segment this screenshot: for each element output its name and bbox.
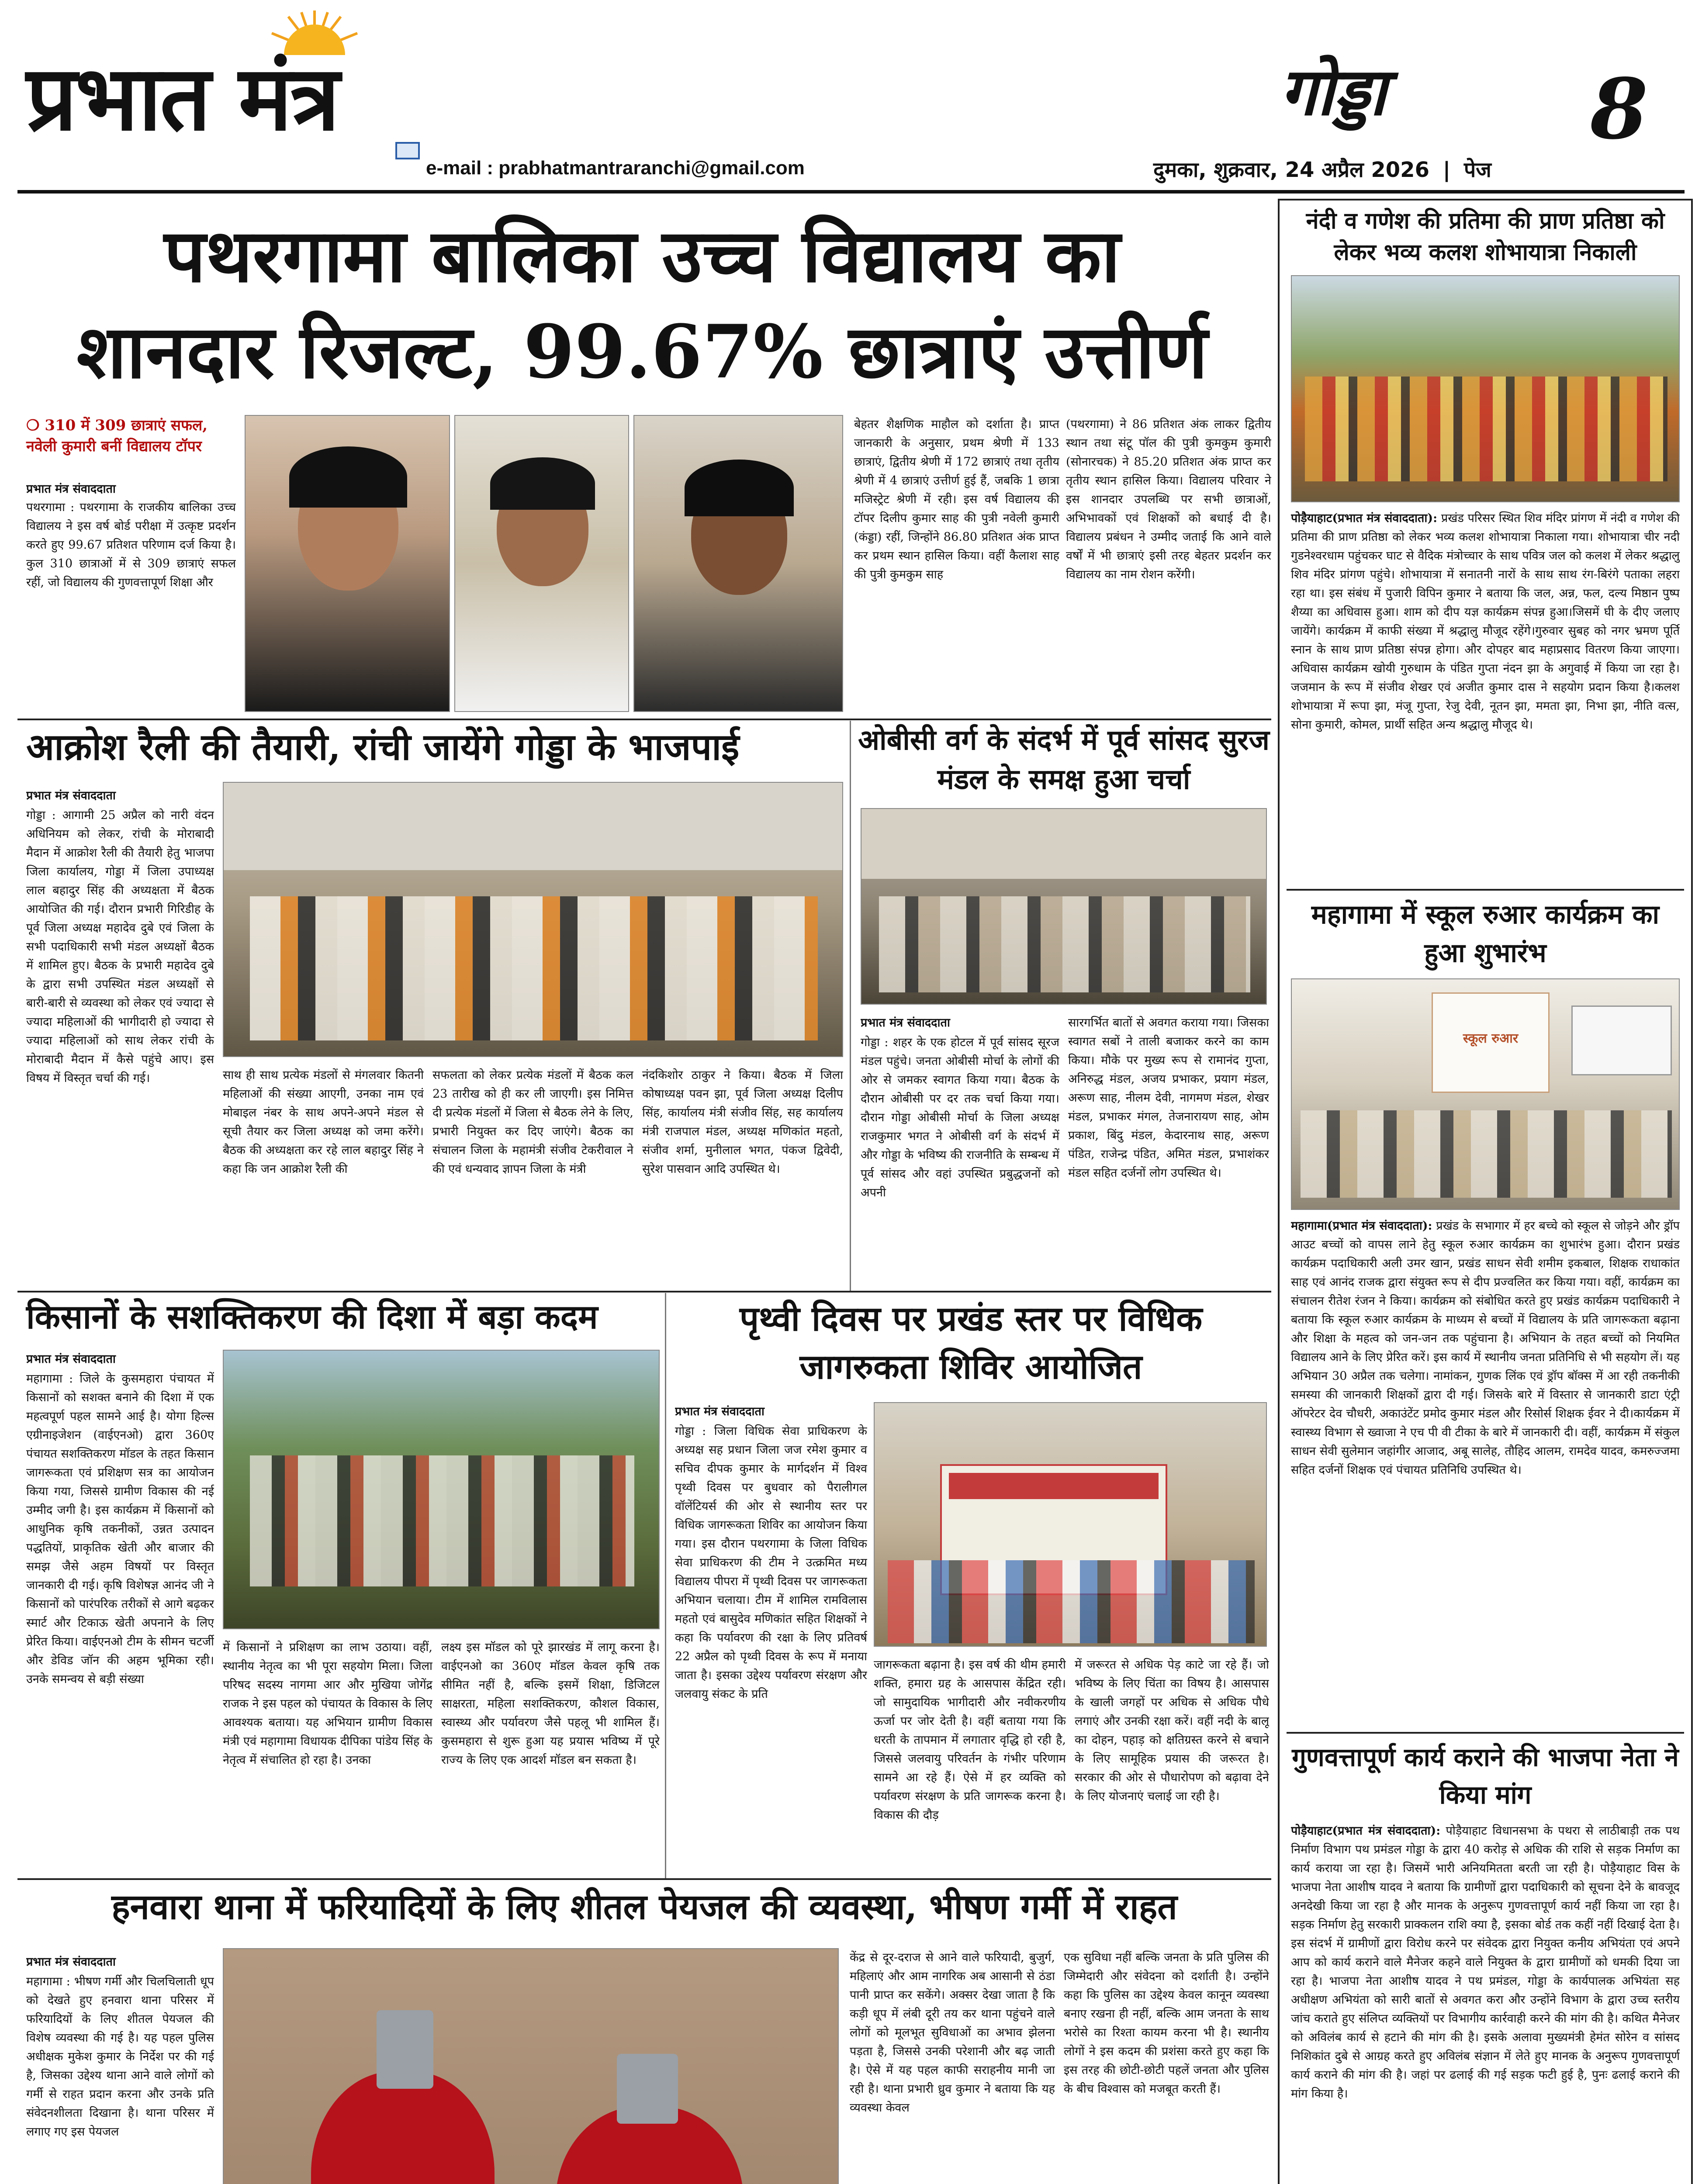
hanwara-body-col-1: महागामा : भीषण गर्मी और चिलचिलाती धूप को देखते हुए हनवारा थाना परिसर में फरियादियों के लिए शीतल पेयजल की विशेष व्यवस्था की गई है। यह पहल पुलिस अधीक्षक मुकेश कुमार के निर्देश पर की गई है, जिसका उद्देश्य थाना आने वाले लोगों को गर्मी से राहत प्रदान करना और उनके प्रति संवेदनशीलता दिखाना है। थाना परिसर में लगाए गए इस पेयजल: [26, 1975, 214, 2139]
bjp-byline: पोड़ैयाहाट(प्रभात मंत्र संवाददाता):: [1291, 1824, 1441, 1838]
page-label: पेज: [1463, 158, 1491, 182]
school-body-text: प्रखंड के सभागार में हर बच्चे को स्कूल से जोड़ने और ड्रॉप आउट बच्चों को वापस लाने हेतु स्कूल रुआर कार्यक्रम का शुभारंभ हुआ। दौरान प्रखंड कार्यक्रम पदाधिकारी अली उमर खान, प्रखंड साधन सेवी शमीम इकबाल, शिक्षक राधाकांत साह एवं आनंद राजक द्वारा संयुक्त रूप से दीप प्रज्वलित कर किया गया। वहीं, कार्यक्रम का संचालन रीतेश रंजन ने किया। कार्यक्रम को संबोधित करते हुए प्रखंड कार्यक्रम पदाधिकारी ने बताया कि स्कूल रुआर कार्यक्रम के माध्यम से बच्चों में विद्यालय के प्रति जागरूकता बढ़ाना और शिक्षा के महत्व को जन-जन तक पहुंचाना है। अभियान के तहत बच्चों को नियमित विद्यालय आने के लिए प्रेरित करें। इस कार्य में स्थानीय जनता प्रतिनिधि से भी सहयोग लें। यह अभियान 30 अप्रैल तक चलेगा। नामांकन, गुणक लिंक एवं ड्रॉप बॉक्स में आ रही तकनीकी समस्या की जानकारी शिक्षकों द्वारा दी गई। जिसके बारे में विस्तार से जानकारी डाटा एंट्री ऑपरेटर देव चौधरी, अकाउंटेंट प्रमोद कुमार मंडल और रिसोर्स शिक्षक ईवर ने दी।कार्यक्रम में स्वास्थ्य विभाग से ख्वाजा ने एच पी वी टीका के बारे में जानकारी दी। वहीं, कार्यक्रम में संकुल साधन सेवी सुलेमान जहांगीर आजाद, अबू सालेह, तौहिद आलम, रामदेव यादव, कमरुज्जमा सहित दर्जनों शिक्षक एवं पंचायत प्रतिनिधि उपस्थित थे।: [1291, 1219, 1680, 1477]
bjp-body-text: पोड़ैयाहाट विधानसभा के पथरा से लाठीबाड़ी तक पथ निर्माण विभाग पथ प्रमंडल गोड्डा के द्वारा 40 करोड़ से अधिक की राशि से सड़क निर्माण का कार्य कराया जा रहा है। जिसमें भारी अनियमितता बरती जा रही है। पोड़ैयाहाट विस के भाजपा नेता आशीष यादव ने बताया कि ग्रामीणों द्वारा पदाधिकारी को सूचना देने के बावजूद अनदेखी किया जा रहा है और मानक के अनुरूप गुणवत्तापूर्ण कार्य नहीं किया जा रहा है। सड़क निर्माण हेतु सरकारी प्राक्कलन राशि क्या है, इसका बोर्ड तक कहीं नहीं दिखाई देता है। इस संदर्भ में ग्रामीणों द्वारा विरोध करने पर संवेदक द्वारा नियुक्त कनीय अभियंता एवं अपने आप को कार्य कराने वाले मैनेजर कहने वाले नियुक्त के द्वारा ग्रामीणों को धमकी दिया जा रहा है। भाजपा नेता आशीष यादव ने पथ प्रमंडल, गोड्डा के कार्यपालक अभियंता सह अधीक्षण अभियंता को सारी बातों से अवगत करा और उन्होंने विभाग के द्वारा उच्च स्तरीय जांच कराते हुए संलिप्त व्यक्तियों पर विभागीय कार्रवाही करने की मांग की है। कथित मैनेजर को अविलंब कार्य से हटाने की मांग की है। इसके अलावा मुख्यमंत्री हेमंत सोरेन व सांसद निशिकांत दुबे से आग्रह करते हुए अविलंब संज्ञान में लेते हुए मानक के अनुरूप गुणवत्तापूर्ण कार्य कराने की मांग की है। जहां पर ढलाई की गई सड़क फटी हुई है, पुनः ढलाई कराने की मांग किया है।: [1291, 1824, 1680, 2101]
hanwara-water-pots-photo: [223, 1948, 839, 2184]
rule-under-rally: [17, 1291, 1271, 1292]
hanwara-byline: प्रभात मंत्र संवाददाता: [26, 1955, 116, 1969]
school-byline: महागामा(प्रभात मंत्र संवाददाता):: [1291, 1219, 1432, 1233]
highlight-text: 310 में 309 छात्राएं सफल, नवेली कुमारी बनीं विद्यालय टॉपर: [26, 417, 208, 455]
hanwara-body-col-3: एक सुविधा नहीं बल्कि जनता के प्रति पुलिस की जिम्मेदारी और संवेदना को दर्शाती है। उन्होंने कहा कि पुलिस का उद्देश्य केवल कानून व्यवस्था बनाए रखना ही नहीं, बल्कि आम जनता के साथ भरोसे का रिश्ता कायम करना भी है। स्थानीय लोगों ने इस कदम की प्रशंसा करते हुए कहा कि इस तरह की छोटी-छोटी पहलें जनता और पुलिस के बीच विश्वास को मजबूत करती हैं।: [1064, 1951, 1269, 2096]
obc-headline: ओबीसी वर्ग के संदर्भ में पूर्व सांसद सुरज मंडल के समक्ष हुआ चर्चा: [858, 724, 1270, 796]
lead-body-col-1: पथरगामा : पथरगामा के राजकीय बालिका उच्च विद्यालय ने इस वर्ष बोर्ड परीक्षा में उत्कृष्ट प्रदर्शन करते हुए 99.67 प्रतिशत परिणाम दर्ज किया है। कुल 310 छात्राओं में से 309 छात्राएं सफल रहीं, जो विद्यालय की गुणवत्तापूर्ण शिक्षा और: [26, 501, 236, 589]
student-photo-3: [633, 415, 843, 712]
obc-body-col-2: सारगर्भित बातों से अवगत कराया गया। जिसका स्वागत सबों ने ताली बजाकर करने का काम किया। मौके पर मुख्य रूप से रामानंद गुप्ता, अनिरुद्ध मंडल, अजय प्रभाकर, प्रयाग मंडल, अरूण साह, नीलम देवी, नागमण मंडल, शेखर मंडल, प्रभाकर मंगल, तेजनारायण साह, ओम प्रकाश, बिंदु मंडल, केदारनाथ साह, अरूण पंडित, राजेन्द्र पंडित, अमित मंडल, प्रभाशंकर मंडल सहित दर्जनों लोग उपस्थित थे।: [1068, 1016, 1269, 1180]
rally-body-col-4: नंदकिशोर ठाकुर ने किया। बैठक में जिला कोषाध्यक्ष पवन झा, पूर्व जिला अध्यक्ष दिलीप सिंह, कार्यालय मंत्री संजीव सिंह, सह कार्यालय मंत्री राजपाल मंडल, अध्यक्ष मणिकांत महतो, संजीव शर्मा, मुनीलाल भगत, पंकज द्विवेदी, सुरेश पासवान आदि उपस्थित थे।: [642, 1068, 843, 1176]
lead-body-col-3: (पथरगामा) ने 86 प्रतिशत अंक लाकर द्वितीय स्थान तथा संटू पॉल की पुत्री कुमकुम कुमारी (सोनारचक) ने 85.20 प्रतिशत अंक प्राप्त कर तृतीय स्थान हासिल किया। विद्यालय परिवार ने इस शानदार उपलब्धि पर सभी छात्राओं, अभिभावकों एवं शिक्षकों को बधाई दी है। विद्यालय प्रबंधन ने उम्मीद जताई कि आने वाले वर्षों में भी छात्राएं इसी तरह बेहतर प्रदर्शन कर विद्यालय का नाम रोशन करेंगी।: [1066, 418, 1271, 581]
masthead-rule: [17, 190, 1685, 194]
hanwara-body-col-2: केंद्र से दूर-दराज से आने वाले फरियादी, बुजुर्ग, महिलाएं और आम नागरिक अब आसानी से ठंडा पानी प्राप्त कर सकेंगे। अक्सर देखा जाता है कि कड़ी धूप में लंबी दूरी तय कर थाना पहुंचने वाले लोगों को मूलभूत सुविधाओं का अभाव झेलना पड़ता है, जिससे उनकी परेशानी और बढ़ जाती है। ऐसे में यह पहल काफी सराहनीय मानी जा रही है। थाना प्रभारी ध्रुव कुमार ने बताया कि यह व्यवस्था केवल: [850, 1951, 1055, 2115]
lead-byline: प्रभात मंत्र संवाददाता: [26, 482, 116, 496]
kisan-farmers-photo: [223, 1350, 660, 1629]
rule-rally-obc: [850, 721, 851, 1291]
rally-group-photo: [223, 782, 843, 1057]
lead-headline-line-1: पथरगामा बालिका उच्च विद्यालय का: [164, 212, 1121, 299]
rail-divider-1: [1287, 889, 1684, 891]
lead-body-col-2: बेहतर शैक्षणिक माहौल को दर्शाता है। प्राप्त जानकारी के अनुसार, प्रथम श्रेणी में 133 छात्राएं, द्वितीय श्रेणी में 172 छात्राएं तथा तृतीय श्रेणी में 4 छात्राएं उत्तीर्ण हुई हैं, जबकि 1 छात्रा मजिस्ट्रेट श्रेणी में रही। इस वर्ष विद्यालय की टॉपर दिलीप कुमार साह की पुत्री नवेली कुमारी (कंड्डा) रहीं, जिन्होंने 86.80 प्रतिशत अंक प्राप्त कर प्रथम स्थान हासिल किया। वहीं कैलाश साह की पुत्री कुमकुम साह: [854, 418, 1059, 581]
newspaper-title: प्रभात मंत्र: [26, 46, 338, 151]
lead-headline-line-2: शानदार रिजल्ट, 99.67% छात्राएं उत्तीर्ण: [76, 308, 1208, 395]
obc-meeting-photo: [861, 808, 1267, 1005]
rally-body-col-2: साथ ही साथ प्रत्येक मंडलों से मंगलवार कितनी महिलाओं की संख्या आएगी, उनका नाम एवं मोबाइल नंबर के साथ अपने-अपने मंडल से सूची तैयार कर जिला अध्यक्ष को जमा करेंगे। बैठक की अध्यक्षता कर रहे लाल बहादुर सिंह ने कहा कि जन आक्रोश रैली की: [223, 1068, 424, 1176]
obc-byline: प्रभात मंत्र संवाददाता: [861, 1016, 950, 1030]
nandi-headline: नंदी व गणेश की प्रतिमा की प्राण प्रतिष्ठा को लेकर भव्य कलश शोभायात्रा निकाली: [1306, 207, 1665, 266]
hanwara-headline: हनवारा थाना में फरियादियों के लिए शीतल पेयजल की व्यवस्था, भीषण गर्मी में राहत: [111, 1886, 1177, 1927]
kisan-body-col-2: में किसानों ने प्रशिक्षण का लाभ उठाया। वहीं, स्थानीय नेतृत्व का भी पूरा सहयोग मिला। जिला परिषद सदस्य नागमा आर और मुखिया जोगेंद्र राजक ने इस पहल को पंचायत के विकास के लिए आवश्यक बताया। यह अभियान ग्रामीण विकास मंत्री एवं महागामा विधायक दीपिका पांडेय सिंह के नेतृत्व में संचालित हो रहा है। उनका: [223, 1641, 432, 1767]
prithvi-body-col-1: गोड्डा : जिला विधिक सेवा प्राधिकरण के अध्यक्ष सह प्रधान जिला जज रमेश कुमार व सचिव दीपक कुमार के मार्गदर्शन में विश्व पृथ्वी दिवस पर बुधवार को पैरालीगल वॉलेंटियर्स की ओर से स्थानीय स्तर पर विधिक जागरूकता शिविर का आयोजन किया गया। इस दौरान पथरगामा के जिला विधिक सेवा प्राधिकरण की टीम ने उत्क्रमित मध्य विद्यालय पीपरा में पृथ्वी दिवस पर जागरूकता अभियान चलाया। टीम में शामिल रामविलास महतो एवं बासुदेव मणिकांत सहित शिक्षकों ने कहा कि पर्यावरण की रक्षा के लिए प्रतिवर्ष 22 अप्रैल को पृथ्वी दिवस के रूप में मनाया जाता है। इसका उद्देश्य पर्यावरण संरक्षण और जलवायु संकट के प्रति: [675, 1424, 867, 1701]
prithvi-camp-photo: [874, 1402, 1267, 1647]
school-banner-text: स्कूल रुआर: [1463, 1031, 1519, 1046]
kisan-headline: किसानों के सशक्तिकरण की दिशा में बड़ा कदम: [26, 1297, 598, 1336]
rule-under-kisan: [17, 1878, 1271, 1880]
prithvi-body-col-3: में जरूरत से अधिक पेड़ काटे जा रहे हैं। जो भविष्य के लिए चिंता का विषय है। आसपास के खाली जगहों पर अधिक से अधिक पौधे लगाएं और उनकी रक्षा करें। वहीं नदी के बालू का दोहन, पहाड़ को क्षतिग्रस्त करने से बचाने के लिए सामूहिक प्रयास की जरूरत है। सरकार की ओर से पौधारोपण को बढ़ावा देने के लिए योजनाएं चलाई जा रही है।: [1075, 1658, 1269, 1803]
rally-byline: प्रभात मंत्र संवाददाता: [26, 789, 116, 802]
masthead: [0, 0, 1702, 201]
school-body: [1291, 1216, 1680, 1728]
date-text: दुमका, शुक्रवार, 24 अप्रैल 2026: [1153, 158, 1429, 182]
nandi-byline: पोड़ैयाहाट(प्रभात मंत्र संवाददाता):: [1291, 511, 1438, 525]
kisan-body-col-1: महागामा : जिले के कुसमहारा पंचायत में किसानों को सशक्त बनाने की दिशा में एक महत्वपूर्ण पहल सामने आई है। योगा हिल्स एग्रीनाइजेशन (वाईएनओ) द्वारा 360ए पंचायत सशक्तिकरण मॉडल के तहत किसान जागरूकता एवं प्रशिक्षण सत्र का आयोजन किया गया, जिससे ग्रामीण विकास की नई उम्मीद जगी है। इस कार्यक्रम में किसानों को आधुनिक कृषि तकनीकों, उन्नत उत्पादन पद्धतियों, प्राकृतिक खेती और बाजार की समझ जैसे अहम विषयों पर विस्तृत जानकारी दी गई। कृषि विशेषज्ञ आनंद जी ने किसानों को पारंपरिक तरीकों से आगे बढ़कर स्मार्ट और टिकाऊ खेती अपनाने के लिए प्रेरित किया। वाईएनओ टीम के सीमन चटर्जी और डेविड जॉन की अहम भूमिका रही। उनके समन्वय से बड़ी संख्या: [26, 1372, 214, 1686]
student-photo-2: [454, 415, 629, 712]
school-banner: [1432, 992, 1550, 1093]
rally-body-col-3: सफलता को लेकर प्रत्येक मंडलों में बैठक कल 23 तारीख को ही कर ली जाएगी। इस निमित्त दी प्रत्येक मंडलों में जिला से बैठक लेने के लिए, प्रभारी नियुक्त कर दिए जाएंगे। बैठक का संचालन जिला के महामंत्री संजीव टेकरीवाल ने की एवं धन्यवाद ज्ञापन जिला के मंत्री: [432, 1068, 633, 1176]
highlight-bullet-icon: ❍: [26, 417, 45, 434]
email-address: e-mail : prabhatmantraranchi@gmail.com: [426, 157, 805, 179]
kisan-body-col-3: लक्ष्य इस मॉडल को पूरे झारखंड में लागू करना है। वाईएनओ का 360ए मॉडल केवल कृषि तक सीमित नहीं है, बल्कि इसमें शिक्षा, डिजिटल साक्षरता, महिला सशक्तिकरण, कौशल विकास, स्वास्थ्य और पर्यावरण जैसे पहलू भी शामिल हैं। कुसमहारा से शुरू हुआ यह प्रयास भविष्य में पूरे राज्य के लिए एक आदर्श मॉडल बन सकता है।: [441, 1641, 660, 1767]
dateline: दुमका, शुक्रवार, 24 अप्रैल 2026 | पेज: [1153, 158, 1491, 182]
student-photo-1: [245, 415, 450, 712]
nandi-body: [1291, 509, 1680, 885]
prithvi-body-col-2: जागरूकता बढ़ाना है। इस वर्ष की थीम हमारी शक्ति, हमारा ग्रह के आसपास केंद्रित रही। जो सामुदायिक भागीदारी और नवीकरणीय ऊर्जा पर जोर देती है। वहीं बताया गया कि धरती के तापमान में लगातार वृद्धि हो रही है, जिससे जलवायु परिवर्तन के गंभीर परिणाम सामने आ रहे हैं। ऐसे में हर व्यक्ति को पर्यावरण संरक्षण के प्रति जागरूक करना है। विकास की दौड़: [874, 1658, 1066, 1822]
kisan-byline: प्रभात मंत्र संवाददाता: [26, 1352, 116, 1366]
page-number: 8: [1590, 60, 1648, 158]
lead-highlight: [26, 415, 236, 457]
school-headline: महागामा में स्कूल रुआर कार्यक्रम का हुआ शुभारंभ: [1311, 899, 1660, 968]
nandi-procession-photo: [1291, 275, 1680, 502]
rail-divider-2: [1287, 1732, 1684, 1734]
prithvi-byline: प्रभात मंत्र संवाददाता: [675, 1405, 765, 1418]
obc-body-col-1: गोड्डा : शहर के एक होटल में पूर्व सांसद सूरज मंडल पहुंचे। जनता ओबीसी मोर्चा के लोगों की ओर से जमकर स्वागत किया गया। बैठक के दौरान ओबीसी पर दर तक चर्चा किया गया। दौरान गोड्डा ओबीसी मोर्चा के जिला अध्यक्ष राजकुमार भगत ने ओबीसी वर्ग के संदर्भ में और गोड्डा के भविष्य की राजनीति के सम्बन्ध में पूर्व सांसद और वहां उपस्थित प्रबुद्धजनों को अपनी: [861, 1036, 1059, 1199]
rally-body-col-1: गोड्डा : आगामी 25 अप्रैल को नारी वंदन अधिनियम को लेकर, रांची के मोराबादी मैदान में आक्रोश रैली की तैयारी हेतु भाजपा जिला कार्यालय, गोड्डा में जिला उपाध्यक्ष लाल बहादुर सिंह की अध्यक्षता में बैठक आयोजित की गई। दौरान प्रभारी गिरिडीह के पूर्व जिला अध्यक्ष महादेव दुबे एवं जिला के सभी पदाधिकारी सभी मंडल अध्यक्षों बैठक में शामिल हुए। बैठक के प्रभारी महादेव दुबे के द्वारा सभी उपस्थित मंडल अध्यक्षों से बारी-बारी से व्यवस्था को लेकर एवं ज्यादा से ज्यादा महिलाओं की भागीदारी हो ज्यादा से ज्यादा महिलाओं को साथ लेकर रांची के मोराबादी मैदान में कैसे पहुंचे आए। इस विषय में विस्तृत चर्चा की गई।: [26, 809, 214, 1085]
rule-kisan-prithvi: [665, 1293, 666, 1878]
rally-headline: आक्रोश रैली की तैयारी, रांची जायेंगे गोड्डा के भाजपाई: [26, 725, 740, 768]
bjp-body: [1291, 1821, 1680, 2184]
nandi-body-text: प्रखंड परिसर स्थित शिव मंदिर प्रांगण में नंदी व गणेश की प्रतिमा की प्राण प्रतिष्ठा को लेकर भव्य कलश शोभायात्रा निकाला गया। शोभायात्रा चीर नदी गुडनेश्वरधाम पहुंचकर घाट से वैदिक मंत्रोच्चार के साथ पवित्र जल को कलश में लेकर श्रद्धालु शिव मंदिर प्रांगण पहुंचे। शोभायात्रा में सनातनी नारों के साथ साथ रंग-बिरंगे पताका लहरा रहा था। इस संबंध में पुजारी विपिन कुमार ने बताया कि जल, अन्न, फल, दल्य मिष्ठान पुष्प शैय्या का अधिवास हुआ। शाम को दीप यज्ञ कार्यक्रम संपन्न हुआ।जिसमें घी के दीए जलाए जायेंगे। कार्यक्रम में काफी संख्या में श्रद्धालु मौजूद रहेंगे।गुरुवार सुबह को नगर भ्रमण पूर्ति स्नान के साथ प्राण प्रतिष्ठा संपन्न होगा। और दोपहर बाद महाप्रसाद वितरण किया जाएगा। अधिवास कार्यक्रम खोयी गुरुधाम के पंडित गुप्ता नंदन झा के अगुवाई में किया जा रहा है। जजमान के रूप में संजीव शेखर एवं अजीत कुमार दास ने सहयोग प्रदान किया है।कलश शोभायात्रा में रूपा झा, मंजू गुप्ता, रेजु देवी, नूतन झा, ममता झा, निभा झा, नीति वत्स, सोना कुमारी, कोमल, प्रार्थी सहित अन्य श्रद्धालु मौजूद थे।: [1291, 511, 1680, 732]
prithvi-headline: पृथ्वी दिवस पर प्रखंड स्तर पर विधिक जागरुकता शिविर आयोजित: [739, 1299, 1203, 1387]
edition-name: गोड्डा: [1280, 53, 1387, 130]
rule-under-lead: [17, 719, 1271, 720]
school-program-photo: [1291, 978, 1680, 1210]
mail-icon: [395, 142, 420, 159]
bjp-headline: गुणवत्तापूर्ण कार्य कराने की भाजपा नेता ने किया मांग: [1292, 1742, 1679, 1810]
